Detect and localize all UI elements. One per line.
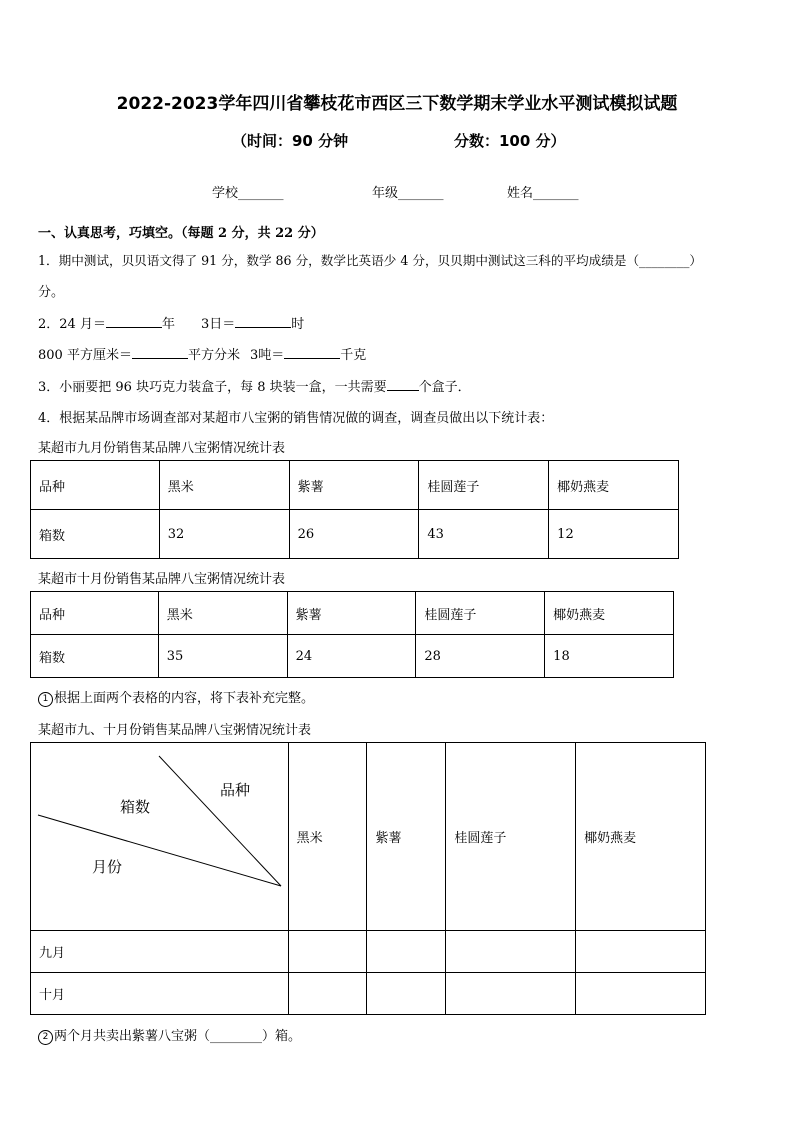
boxes-cell: 26 (289, 510, 419, 559)
circled-number-2: 2 (38, 1030, 53, 1045)
table-september (30, 460, 679, 559)
school-field: 学校_______ (212, 186, 284, 201)
answer-cell[interactable] (367, 973, 446, 1015)
question-1-tail: 分。 (38, 285, 65, 300)
q2-day-label: 3日＝ (200, 317, 236, 332)
diag-month-label: 月份 (92, 858, 123, 876)
variety-cell: 桂圆莲子 (419, 461, 549, 510)
row-label-boxes: 箱数 (31, 635, 159, 678)
q3-tail: 个盒子． (418, 380, 471, 395)
answer-cell[interactable] (576, 931, 706, 973)
q2-month-label: 2．24 月＝ (38, 317, 106, 332)
page-title: 2022-2023学年四川省攀枝花市西区三下数学期末学业水平测试模拟试题 (116, 94, 678, 114)
sub2-text: 两个月共卖出紫薯八宝粥（________）箱。 (54, 1029, 302, 1044)
diagonal-lines (31, 743, 289, 931)
time-label: （时间：90 分钟 (232, 132, 349, 150)
variety-cell: 紫薯 (367, 743, 446, 931)
boxes-cell: 43 (419, 510, 549, 559)
answer-blank (106, 313, 162, 328)
circled-number-1: 1 (38, 692, 53, 707)
month-label: 九月 (31, 931, 289, 973)
boxes-cell: 18 (545, 635, 674, 678)
row-label-variety: 品种 (31, 461, 160, 510)
q2-hour-unit: 时 (291, 317, 305, 332)
row-label-boxes: 箱数 (31, 510, 160, 559)
grade-field: 年级_______ (372, 186, 444, 201)
answer-blank (284, 344, 340, 359)
variety-cell: 桂圆莲子 (416, 592, 545, 635)
answer-cell[interactable] (576, 973, 706, 1015)
section-heading: 一、认真思考，巧填空。（每题 2 分，共 22 分） (38, 226, 324, 241)
q3-text: 3．小丽要把 96 块巧克力装盒子，每 8 块装一盒，一共需要 (38, 380, 387, 395)
month-label: 十月 (31, 973, 289, 1015)
diagonal-header-cell (31, 743, 289, 931)
boxes-cell: 28 (416, 635, 545, 678)
variety-cell: 椰奶燕麦 (549, 461, 679, 510)
boxes-cell: 12 (549, 510, 679, 559)
q2-area-unit: 平方分米 (187, 348, 240, 363)
table-october (30, 591, 674, 678)
sub-question-2 (38, 1025, 301, 1045)
question-4: 4．根据某品牌市场调查部对某超市八宝粥的销售情况做的调查，调查员做出以下统计表： (38, 411, 554, 426)
table-combined-caption: 某超市九、十月份销售某品牌八宝粥情况统计表 (38, 723, 312, 738)
answer-blank (235, 313, 291, 328)
answer-blank (132, 344, 188, 359)
boxes-cell: 24 (287, 635, 416, 678)
diag-variety-label: 品种 (220, 781, 251, 799)
q2-year-unit: 年 (161, 317, 175, 332)
q2-ton-label: 3吨＝ (249, 348, 285, 363)
question-2-line-2 (38, 344, 366, 363)
boxes-cell: 35 (158, 635, 287, 678)
variety-cell: 椰奶燕麦 (545, 592, 674, 635)
variety-cell: 桂圆莲子 (446, 743, 576, 931)
q2-area-label: 800 平方厘米＝ (38, 348, 132, 363)
answer-cell[interactable] (446, 931, 576, 973)
boxes-cell: 32 (159, 510, 289, 559)
table-sept-caption: 某超市九月份销售某品牌八宝粥情况统计表 (38, 441, 286, 456)
table-oct-caption: 某超市十月份销售某品牌八宝粥情况统计表 (38, 572, 286, 587)
diagonal-line (38, 815, 281, 886)
question-3 (38, 376, 471, 395)
row-label-variety: 品种 (31, 592, 159, 635)
sub-question-1 (38, 687, 314, 707)
question-1: 1．期中测试，贝贝语文得了 91 分，数学 86 分，数学比英语少 4 分，贝贝期中测试这三科的平均成绩是（________） (38, 253, 703, 268)
diagonal-line (159, 756, 281, 886)
variety-cell: 黑米 (159, 461, 289, 510)
answer-blank (387, 376, 419, 391)
variety-cell: 椰奶燕麦 (576, 743, 706, 931)
variety-cell: 紫薯 (289, 461, 419, 510)
variety-cell: 紫薯 (287, 592, 416, 635)
variety-cell: 黑米 (158, 592, 287, 635)
variety-cell: 黑米 (288, 743, 367, 931)
answer-cell[interactable] (446, 973, 576, 1015)
question-2-line-1 (38, 313, 304, 332)
answer-cell[interactable] (288, 973, 367, 1015)
answer-cell[interactable] (288, 931, 367, 973)
score-label: 分数：100 分） (454, 132, 566, 150)
name-field: 姓名_______ (507, 186, 579, 201)
answer-cell[interactable] (367, 931, 446, 973)
diag-boxes-label: 箱数 (120, 798, 151, 816)
q2-kg-unit: 千克 (340, 348, 367, 363)
table-combined (30, 742, 706, 1015)
sub1-text: 根据上面两个表格的内容，将下表补充完整。 (54, 691, 315, 706)
